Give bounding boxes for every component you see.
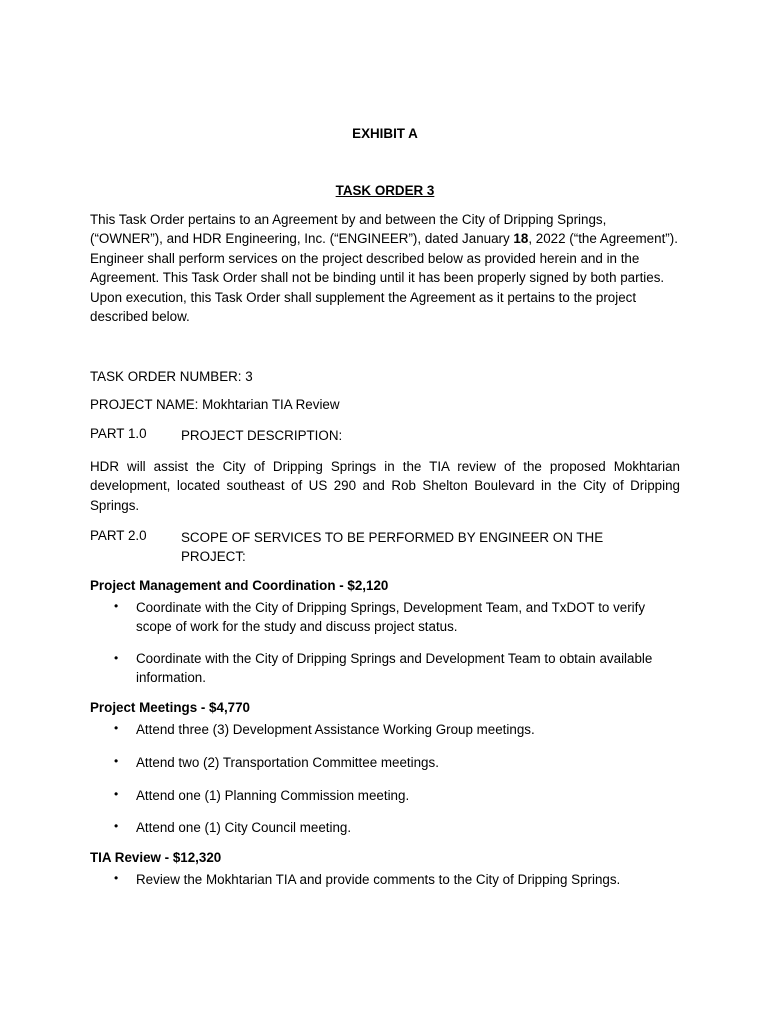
part1-number: PART 1.0 (90, 426, 147, 441)
intro-text-end: , 2022 (“the Agreement”). Engineer shall perform services on the project described below as provided herein and in the Agreement. This Task Order shall not be binding until it has been properly signed by both parties. Upon execution, this Task Order shall supplement the Agreement as it pertains to the project described below. (90, 231, 678, 325)
bullet-icon: • (114, 651, 119, 665)
project-name: PROJECT NAME: Mokhtarian TIA Review (90, 397, 340, 412)
bullet-icon: • (114, 787, 119, 801)
pm-item-2: Coordinate with the City of Dripping Springs and Development Team to obtain available information. (136, 651, 653, 686)
part2-number: PART 2.0 (90, 528, 147, 543)
meetings-heading: Project Meetings - $4,770 (90, 700, 251, 715)
exhibit-title: EXHIBIT A (352, 126, 418, 141)
pm-item-1: Coordinate with the City of Dripping Springs, Development Team, and TxDOT to verify scope of work for the study and discuss project status. (136, 600, 646, 635)
meetings-item-3: Attend one (1) Planning Commission meeting. (136, 788, 410, 803)
meetings-item-1: Attend three (3) Development Assistance Working Group meetings. (136, 722, 535, 737)
tia-heading: TIA Review - $12,320 (90, 850, 222, 865)
intro-bold-day: 18 (513, 231, 529, 247)
project-description: HDR will assist the City of Dripping Springs in the TIA review of the proposed Mokhtarian development, located southeast of US 290 and Rob Shelton Boulevard in the City of Dripping Springs. (90, 459, 680, 513)
bullet-icon: • (114, 754, 119, 768)
meetings-item-4: Attend one (1) City Council meeting. (136, 820, 352, 835)
meetings-item-2: Attend two (2) Transportation Committee meetings. (136, 755, 439, 770)
bullet-icon: • (114, 871, 119, 885)
tia-item-1: Review the Mokhtarian TIA and provide comments to the City of Dripping Springs. (136, 872, 621, 887)
bullet-icon: • (114, 819, 119, 833)
intro-text-start: This Task Order pertains to an Agreement by and between the City of Dripping Springs, (“OWNER”), and HDR Engineering, Inc. (“ENGINEER”), dated January (90, 212, 607, 247)
part2-title: SCOPE OF SERVICES TO BE PERFORMED BY ENGINEER ON THE PROJECT: (181, 530, 604, 565)
bullet-icon: • (114, 599, 119, 613)
part1-title: PROJECT DESCRIPTION: (181, 428, 343, 443)
pm-heading: Project Management and Coordination - $2,120 (90, 578, 389, 593)
bullet-icon: • (114, 721, 119, 735)
task-order-number: TASK ORDER NUMBER: 3 (90, 369, 253, 384)
task-order-title: TASK ORDER 3 (335, 183, 435, 198)
intro-paragraph (90, 210, 680, 326)
